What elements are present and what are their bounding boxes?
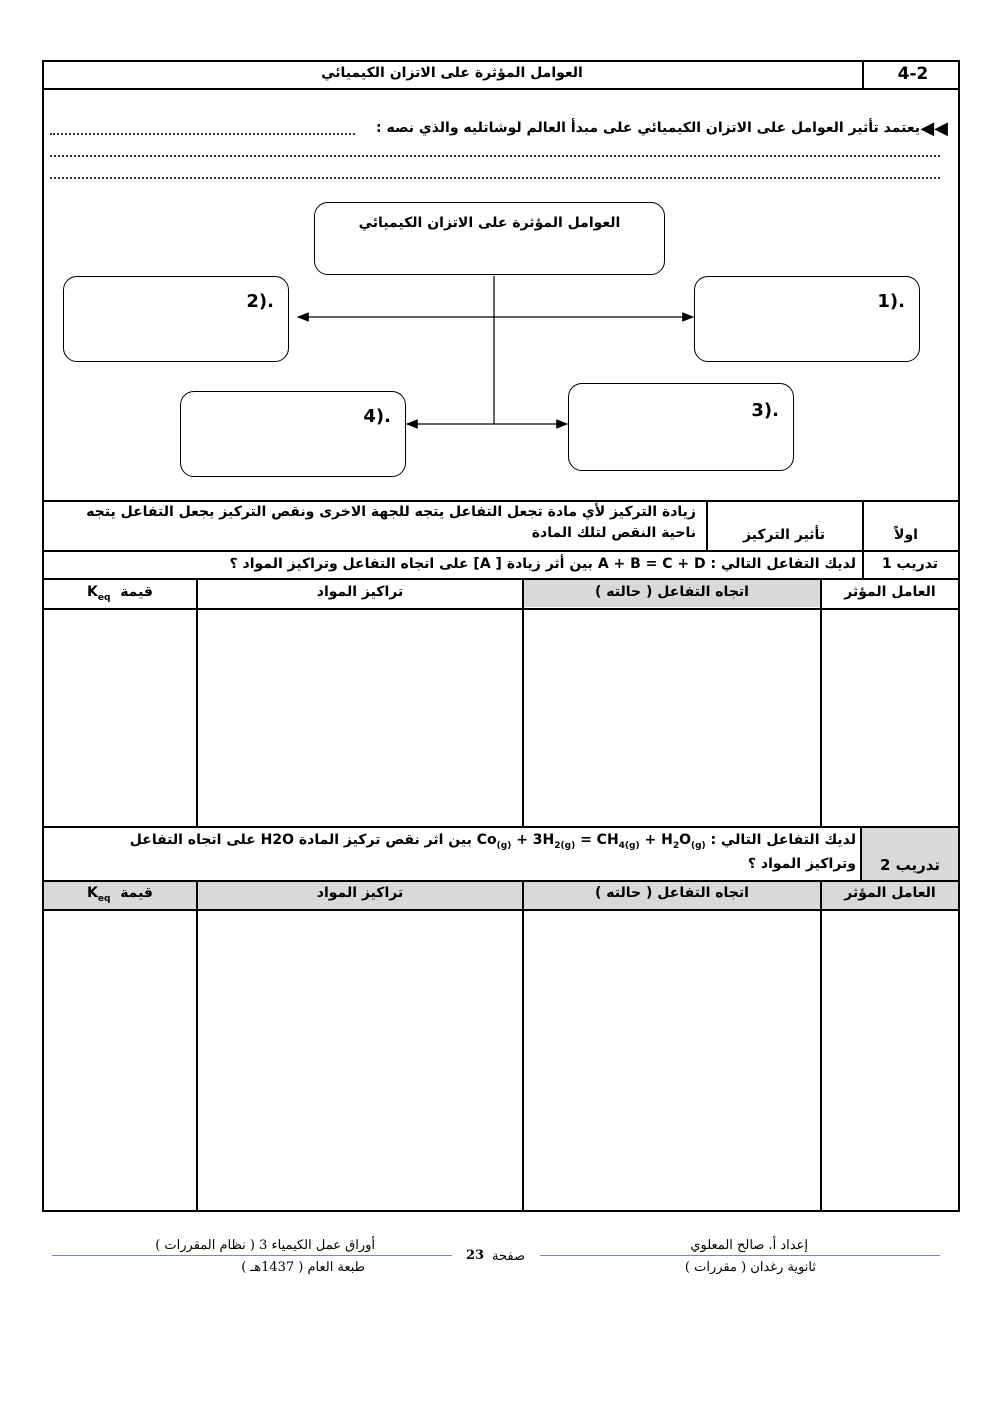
table1-factor-header: العامل المؤثر: [844, 584, 936, 600]
table2-keq-word: قيمة: [120, 885, 153, 901]
eq-h2-sub: 2(g): [554, 840, 576, 851]
title-row-divider: [42, 88, 960, 90]
footer-page-number: 23: [466, 1248, 485, 1263]
eq-co-state: (g): [496, 840, 512, 851]
footer-page-label: صفحة: [492, 1249, 525, 1264]
diagram-box-4: [180, 391, 406, 477]
answer-line-1: [50, 133, 355, 135]
eq-h2: + 3H: [516, 832, 555, 848]
exercise2-label-divider: [860, 826, 862, 880]
first-label-divider: [862, 500, 864, 550]
first-name: تأثير التركيز: [742, 527, 826, 543]
exercise2-intro: لديك التفاعل التالي :: [710, 832, 856, 848]
box-2-label: 2).: [246, 291, 274, 312]
table1-col-divider-3: [820, 578, 822, 826]
first-label: اولاً: [894, 527, 918, 543]
exercise2-equation: [477, 832, 706, 851]
footer-edition: طبعة العام ( 1437هـ ): [241, 1260, 365, 1275]
intro-text: يعتمد تأثير العوامل على الاتزان الكيميائي على مبدأ العالم لوشاتليه والذي نصه :: [375, 120, 920, 136]
first-text-line-2: ناحية النقص لتلك المادة: [531, 525, 696, 541]
footer-prepared-by: إعداد أ. صالح المعلوي: [690, 1238, 808, 1253]
table1-keq-word: قيمة: [120, 584, 153, 600]
exercise2-top: [42, 826, 960, 828]
table2-col-divider-1: [196, 880, 198, 1212]
diagram-box-3: [568, 383, 794, 471]
table1-col-divider-1: [196, 578, 198, 826]
exercise1-label-divider: [862, 550, 864, 578]
exercise2-line-1: [130, 832, 856, 851]
footer-worksheets: أوراق عمل الكيمياء 3 ( نظام المقررات ): [155, 1238, 375, 1253]
box-4-label: 4).: [363, 406, 391, 427]
eq-co: Co: [476, 832, 497, 848]
table1-keq-sub: eq: [97, 592, 111, 603]
table1-top: [42, 578, 960, 580]
bullet-arrows-icon: ◀◀: [920, 118, 948, 139]
table1-header-bottom: [42, 608, 960, 610]
table2-keq-header: [44, 885, 196, 904]
exercise2-label: تدريب 2: [879, 856, 941, 874]
table2-direction-header: اتجاه التفاعل ( حالته ): [595, 885, 749, 901]
exercise2-line-2: وتراكيز المواد ؟: [747, 856, 856, 872]
table2-concentrations-header: تراكيز المواد: [316, 885, 404, 901]
table1-concentrations-header: تراكيز المواد: [316, 584, 404, 600]
exercise1-text: لديك التفاعل التالي : A + B = C + D بين أثر زيادة [ A] على اتجاه التفاعل وتراكيز المواد ؟: [229, 556, 856, 572]
exercise2-rest: بين اثر نقص تركيز المادة H2O على اتجاه التفاعل: [129, 832, 472, 848]
diagram-center-box: [314, 202, 665, 275]
answer-line-2: [50, 155, 940, 157]
table2-header-bottom: [42, 909, 960, 911]
eq-ch4-sub: 4(g): [618, 840, 640, 851]
table2-keq-sub: eq: [97, 893, 111, 904]
footer-line-left: [52, 1255, 452, 1256]
box-3-label: 3).: [751, 400, 779, 421]
table2-keq-k: K: [87, 885, 98, 901]
table1-keq-header: [44, 584, 196, 603]
exercise1-label: تدريب 1: [881, 556, 939, 572]
table1-col-divider-2: [522, 578, 524, 826]
footer-line-right: [540, 1255, 940, 1256]
box-1-label: 1).: [877, 291, 905, 312]
eq-h2o-state: (g): [690, 840, 706, 851]
eq-h2o-sub: 2: [672, 840, 680, 851]
eq-h2o: + H: [644, 832, 673, 848]
footer-school: ثانوية رغدان ( مقررات ): [684, 1260, 816, 1275]
diagram-box-2: [63, 276, 289, 362]
exercise1-top: [42, 550, 960, 552]
section-number: 4-2: [897, 64, 929, 84]
table2-col-divider-3: [820, 880, 822, 1212]
table1-keq-k: K: [87, 584, 98, 600]
table2-col-divider-2: [522, 880, 524, 1212]
title-number-divider: [862, 60, 864, 89]
first-text-line-1: زيادة التركيز لأي مادة تجعل التفاعل يتجه للجهة الاخرى ونقص التركيز يجعل التفاعل يتجه: [86, 504, 696, 520]
eq-o: O: [679, 832, 691, 848]
diagram-center-label: العوامل المؤثرة على الاتزان الكيميائي: [358, 215, 621, 231]
diagram-box-1: [694, 276, 920, 362]
section-title: العوامل المؤثرة على الاتزان الكيميائي: [321, 65, 583, 81]
first-row-top: [42, 500, 960, 502]
table1-direction-header: اتجاه التفاعل ( حالته ): [595, 584, 749, 600]
answer-line-3: [50, 177, 940, 179]
eq-ch4: = CH: [580, 832, 619, 848]
table2-factor-header: العامل المؤثر: [844, 885, 936, 901]
